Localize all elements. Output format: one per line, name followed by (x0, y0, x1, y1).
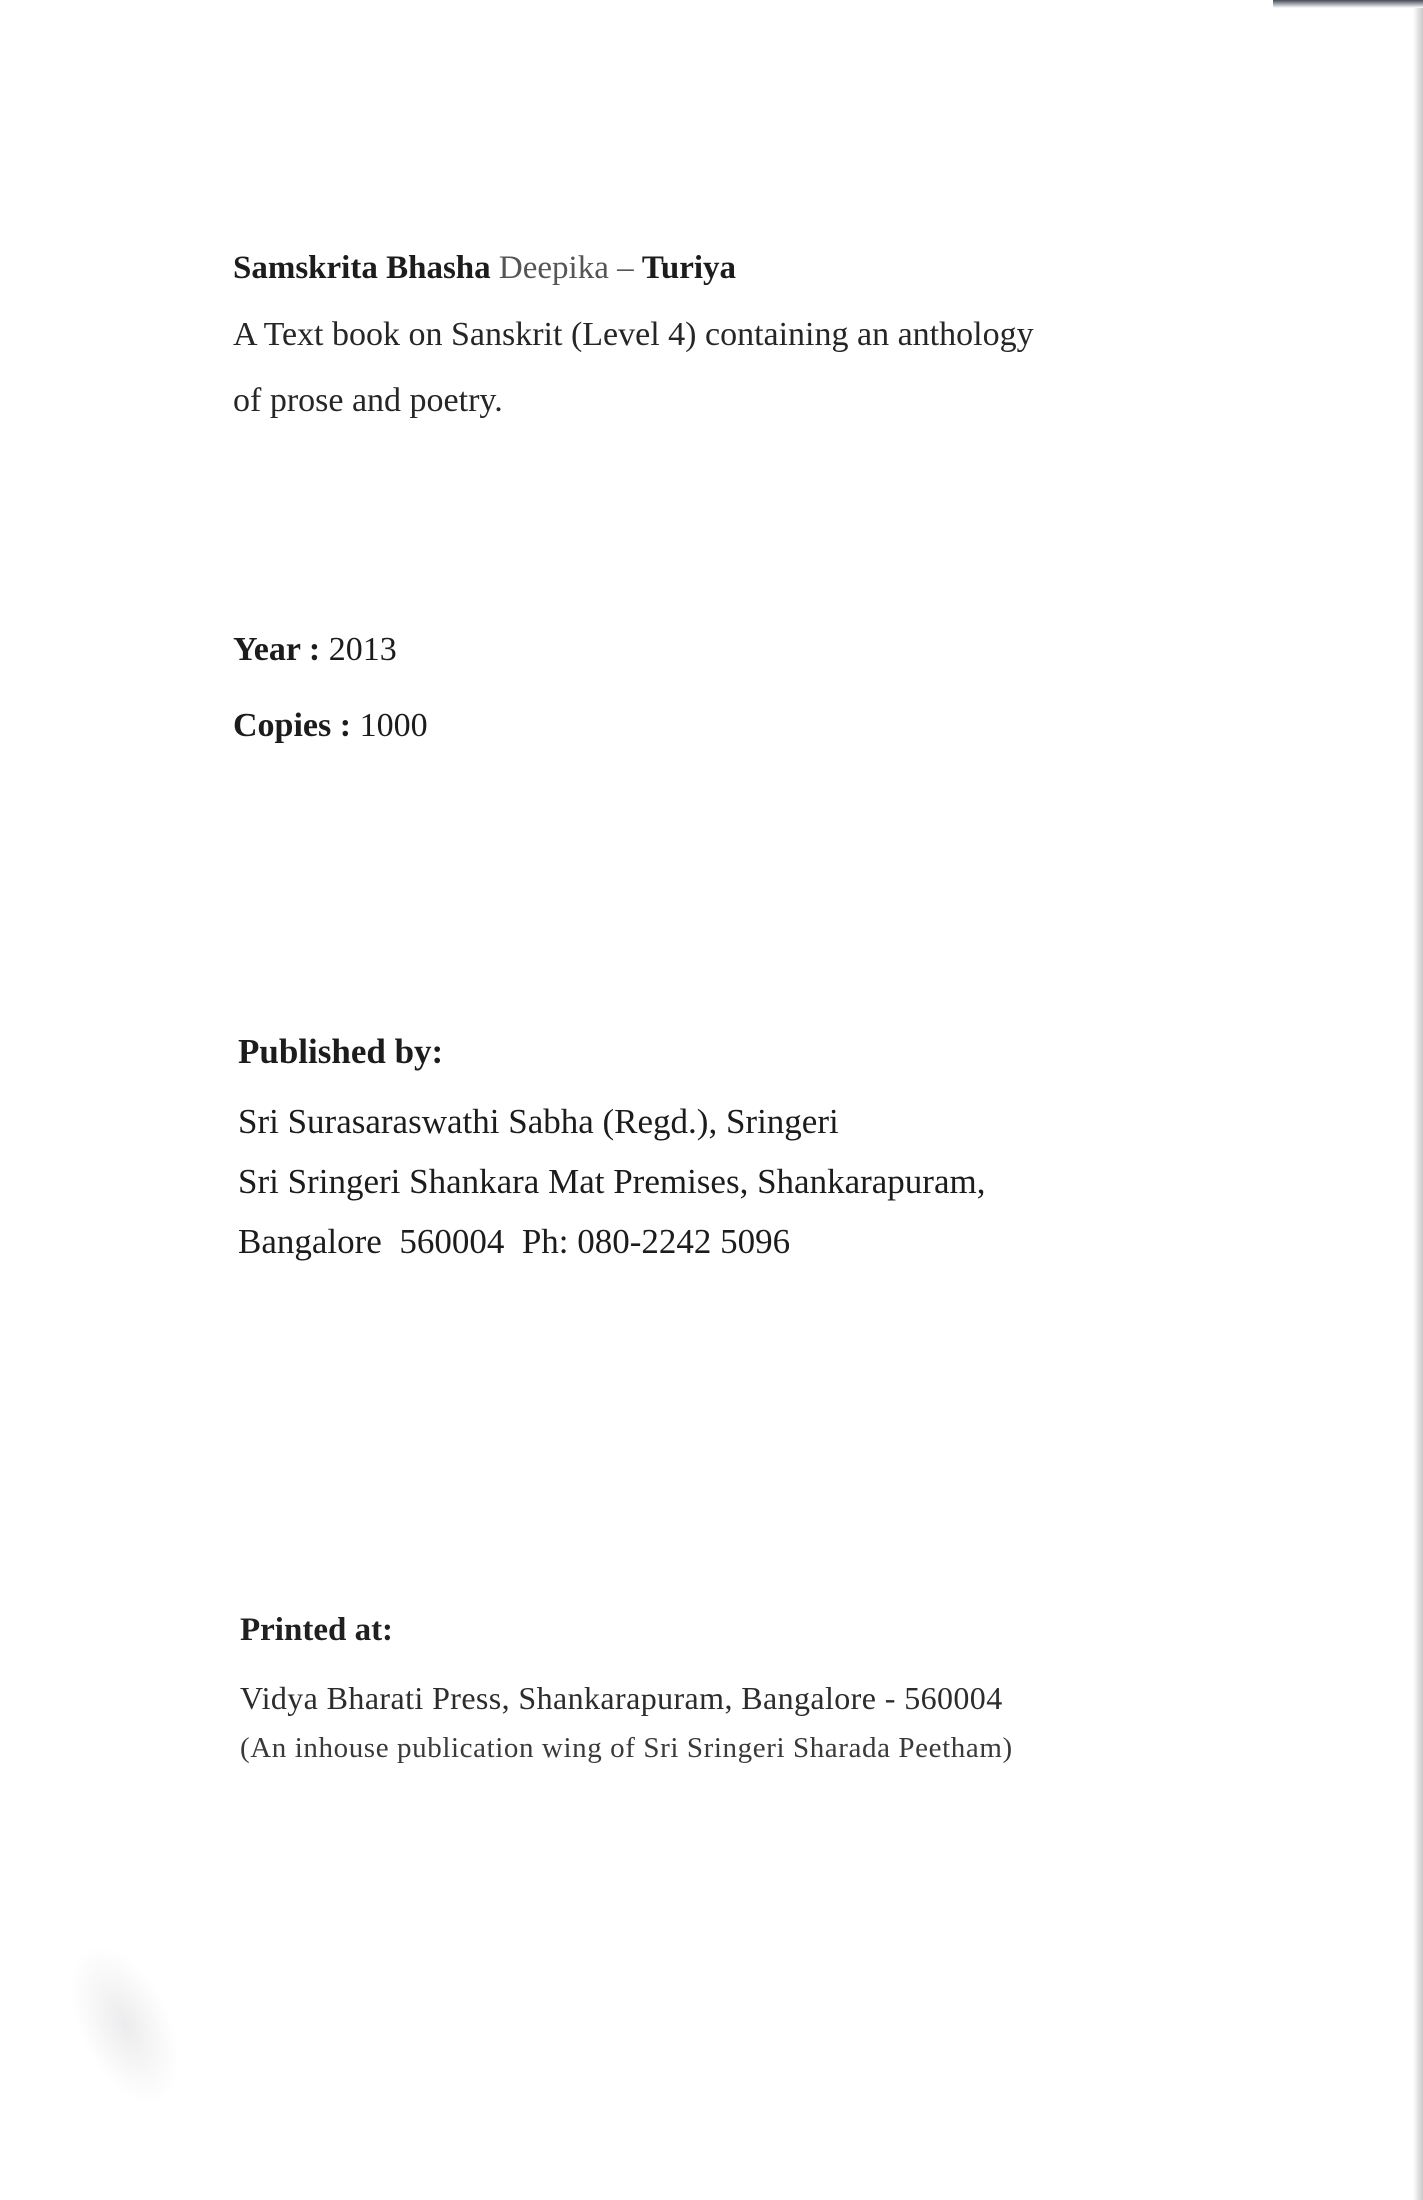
copies-row (233, 688, 428, 764)
title-part-3: Turiya (641, 250, 737, 286)
publisher-line-3: Bangalore 560004 Ph: 080-2242 5096 (238, 1222, 791, 1261)
title-part-1: Samskrita Bhasha (233, 250, 491, 286)
page-corner-shadow (1273, 0, 1423, 8)
description-line-2: of prose and poetry. (233, 382, 503, 419)
light-smudge (48, 1929, 201, 2121)
printer-section (240, 1606, 1013, 1772)
title-part-2: Deepika (498, 250, 609, 286)
publisher-section (238, 1028, 985, 1272)
copies-value: 1000 (359, 707, 428, 744)
title-section (233, 248, 1034, 434)
copies-label: Copies : (233, 707, 352, 744)
publisher-heading: Published by: (238, 1032, 444, 1071)
year-label: Year : (233, 631, 321, 668)
printer-line-2: (An inhouse publication wing of Sri Sringeri Sharada Peetham) (240, 1732, 1013, 1764)
publisher-line-2: Sri Sringeri Shankara Mat Premises, Shankarapuram, (238, 1162, 986, 1201)
description-line-1: A Text book on Sanskrit (Level 4) containing an anthology (233, 316, 1034, 353)
book-title (233, 248, 1034, 288)
publisher-line-1: Sri Surasaraswathi Sabha (Regd.), Sringeri (238, 1102, 839, 1141)
printer-line-1: Vidya Bharati Press, Shankarapuram, Bangalore - 560004 (240, 1680, 1003, 1716)
title-separator: – (617, 250, 634, 286)
year-value: 2013 (328, 631, 397, 668)
edition-info (233, 612, 428, 764)
year-row (233, 612, 428, 688)
printer-heading: Printed at: (240, 1612, 394, 1648)
page-edge-shadow (1413, 0, 1423, 2200)
